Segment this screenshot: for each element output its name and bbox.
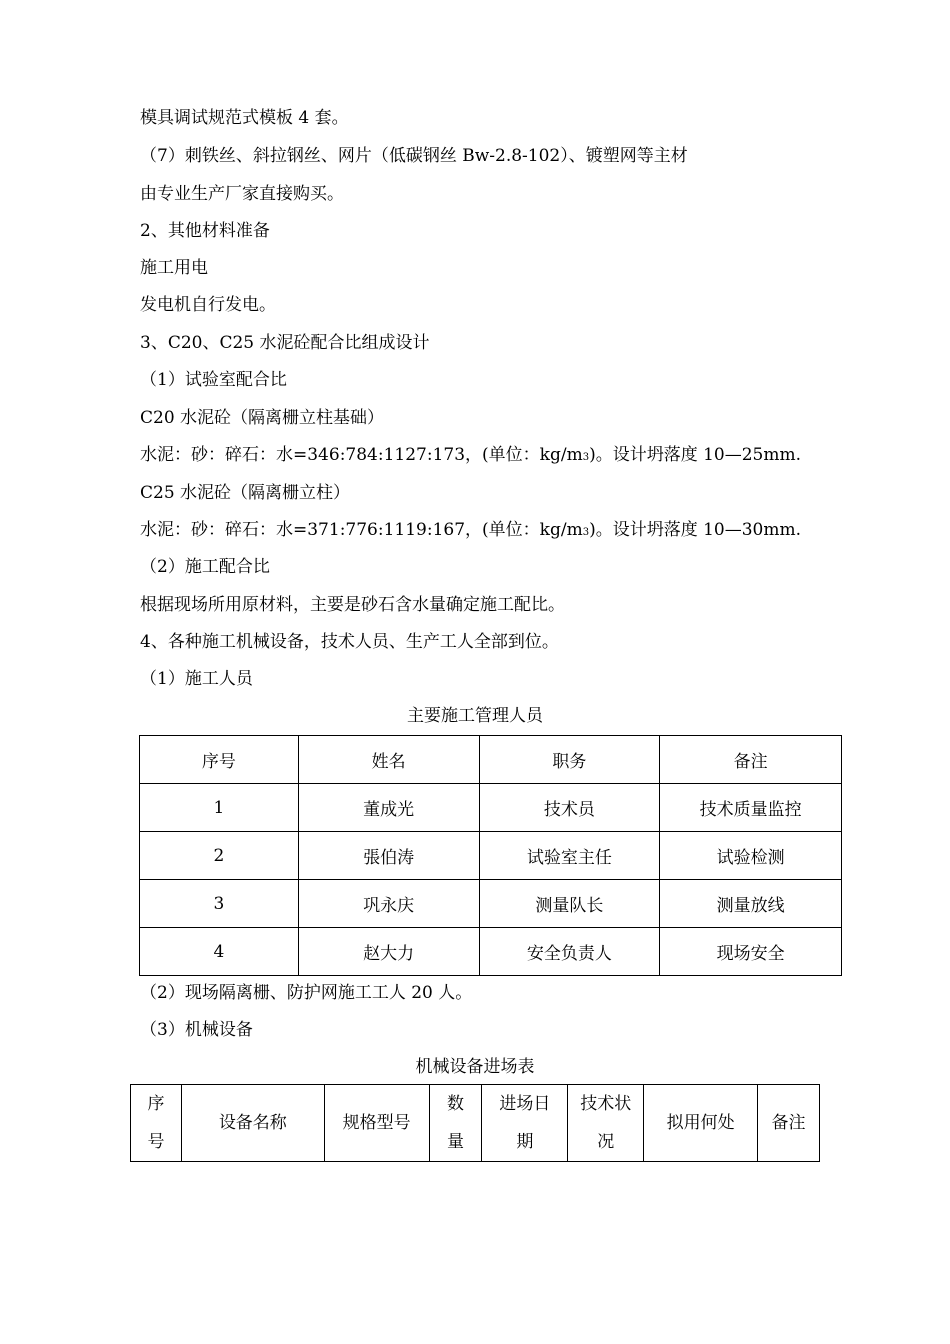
table-cell: 技术质量监控	[660, 784, 842, 832]
header-cell-line: 数	[446, 1094, 464, 1114]
header-cell: 拟用何处	[644, 1085, 758, 1162]
text-line: 发电机自行发电。	[140, 295, 276, 315]
table-cell: 试验室主任	[479, 832, 660, 880]
mix-ratio-text: 水泥：砂：碎石：水=346:784:1127:173，(单位：kg/m	[140, 445, 583, 465]
header-cell	[568, 1085, 644, 1162]
text-line: 根据现场所用原材料，主要是砂石含水量确定施工配比。	[140, 595, 565, 615]
table-row	[140, 880, 842, 928]
table-cell: 赵大力	[298, 928, 479, 976]
text-line: （3）机械设备	[140, 1020, 253, 1040]
text-line: （2）现场隔离栅、防护网施工工人 20 人。	[140, 983, 473, 1003]
table-cell: 试验检测	[660, 832, 842, 880]
table-cell: 1	[140, 784, 299, 832]
text-line: C20 水泥砼（隔离栅立柱基础）	[140, 408, 385, 428]
table-row	[140, 784, 842, 832]
header-cell: 规格型号	[324, 1085, 429, 1162]
slump-text: )。设计坍落度 10—25mm.	[589, 445, 802, 465]
slump-text: )。设计坍落度 10—30mm.	[589, 520, 802, 540]
text-line: 模具调试规范式模板 4 套。	[140, 108, 349, 128]
header-cell: 序号	[140, 736, 299, 784]
text-line: （2）施工配合比	[140, 557, 270, 577]
text-line	[140, 520, 801, 543]
header-cell: 设备名称	[181, 1085, 324, 1162]
equip-table-title: 机械设备进场表	[415, 1057, 535, 1077]
header-cell-line: 进场日	[499, 1094, 551, 1114]
text-line: 3、C20、C25 水泥砼配合比组成设计	[140, 333, 430, 353]
unit-superscript: 3	[582, 452, 590, 463]
table-row	[140, 832, 842, 880]
header-cell	[482, 1085, 568, 1162]
staff-table	[139, 735, 842, 976]
table-header-row	[131, 1085, 820, 1162]
header-cell	[131, 1085, 182, 1162]
text-line: 4、各种施工机械设备，技术人员、生产工人全部到位。	[140, 632, 559, 652]
table-row	[140, 928, 842, 976]
header-cell	[429, 1085, 482, 1162]
table-cell: 2	[140, 832, 299, 880]
table-cell: 现场安全	[660, 928, 842, 976]
equip-table	[130, 1084, 820, 1162]
table-cell: 巩永庆	[298, 880, 479, 928]
table-cell: 3	[140, 880, 299, 928]
header-cell: 备注	[660, 736, 842, 784]
table-cell: 4	[140, 928, 299, 976]
table-cell: 董成光	[298, 784, 479, 832]
text-line: （1）施工人员	[140, 669, 253, 689]
unit-superscript: 3	[582, 527, 590, 538]
header-cell-line: 量	[446, 1132, 464, 1152]
mix-ratio-text: 水泥：砂：碎石：水=371:776:1119:167，(单位：kg/m	[140, 520, 583, 540]
text-line: 2、其他材料准备	[140, 221, 270, 241]
table-cell: 張伯涛	[298, 832, 479, 880]
header-cell-line: 序	[147, 1094, 165, 1114]
table-cell: 技术员	[479, 784, 660, 832]
text-line: 施工用电	[140, 258, 208, 278]
header-cell: 职务	[479, 736, 660, 784]
table-cell: 测量放线	[660, 880, 842, 928]
staff-table-title: 主要施工管理人员	[407, 706, 543, 726]
header-cell-line: 号	[147, 1132, 165, 1152]
table-cell: 安全负责人	[479, 928, 660, 976]
header-cell: 姓名	[298, 736, 479, 784]
text-line: C25 水泥砼（隔离栅立柱）	[140, 483, 351, 503]
text-line	[140, 445, 801, 468]
text-line: （1）试验室配合比	[140, 370, 287, 390]
header-cell-line: 况	[597, 1132, 615, 1152]
table-cell: 测量队长	[479, 880, 660, 928]
text-line: （7）刺铁丝、斜拉钢丝、网片（低碳钢丝 Bw-2.8-102）、镀塑网等主材	[140, 146, 688, 166]
table-header-row	[140, 736, 842, 784]
header-cell: 备注	[758, 1085, 820, 1162]
header-cell-line: 期	[516, 1132, 534, 1152]
text-line: 由专业生产厂家直接购买。	[140, 184, 344, 204]
header-cell-line: 技术状	[580, 1094, 632, 1114]
